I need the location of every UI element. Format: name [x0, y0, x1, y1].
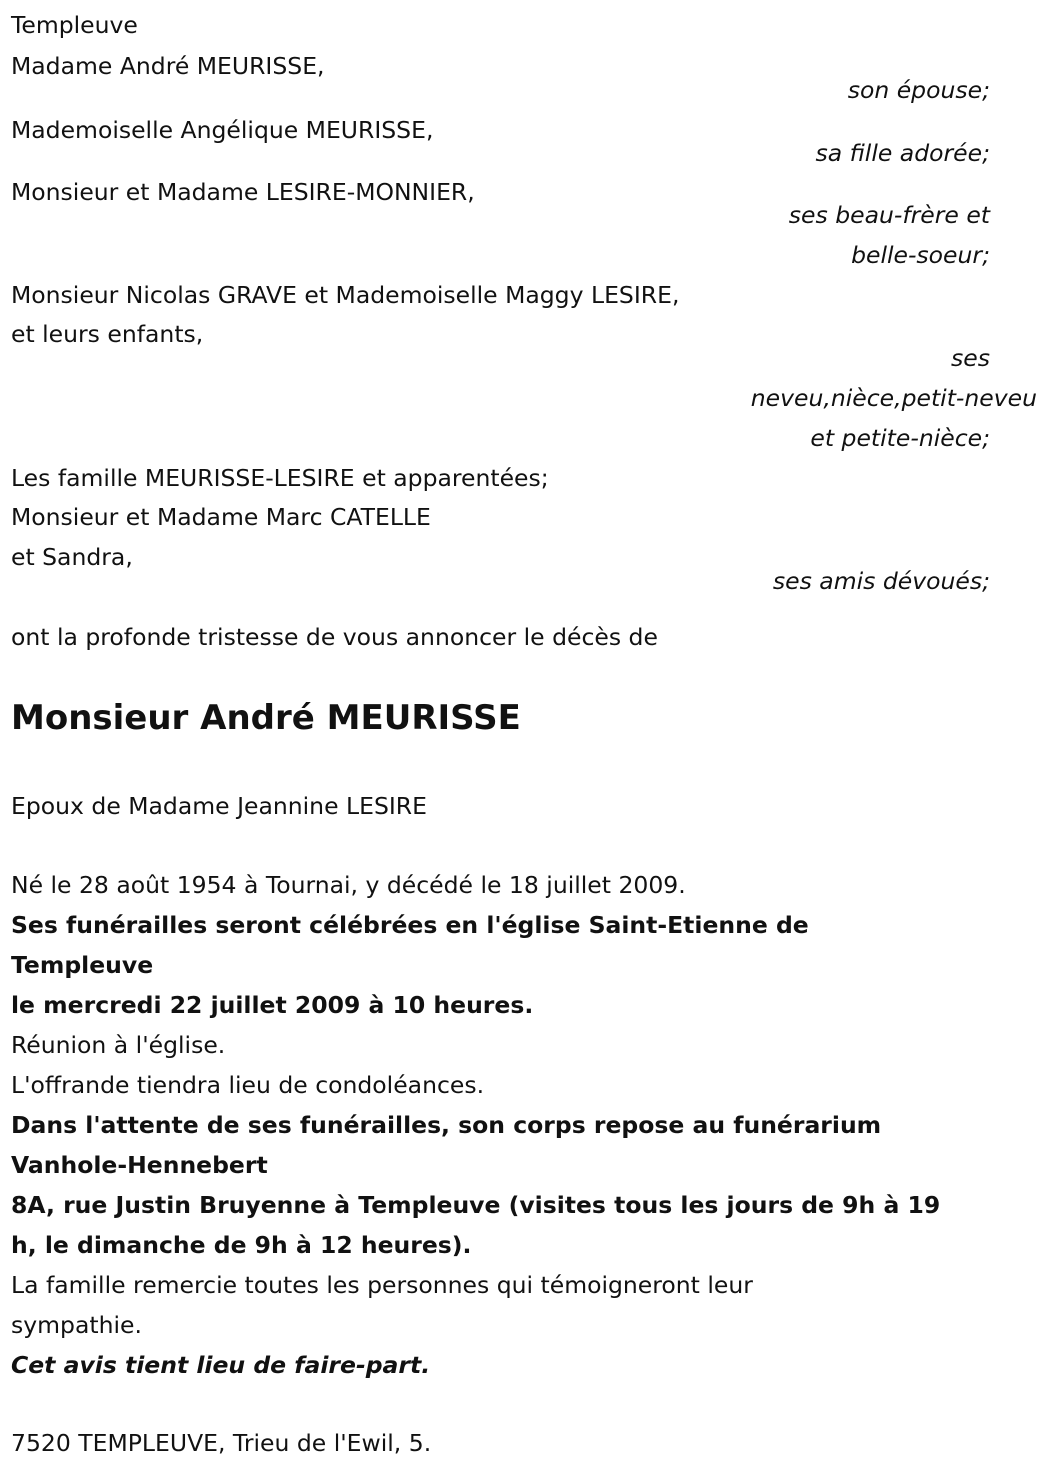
funerarium-address-line: 8A, rue Justin Bruyenne à Templeuve (visites tous les jours de 9h à 19	[11, 1191, 941, 1219]
funerarium-line: Dans l'attente de ses funérailles, son corps repose au funérarium	[11, 1111, 882, 1139]
family-name-line: Monsieur et Madame LESIRE-MONNIER,	[11, 178, 475, 206]
relation-line: sa fille adorée;	[815, 139, 990, 167]
spouse-line: Epoux de Madame Jeannine LESIRE	[11, 792, 427, 820]
relation-line: belle-soeur;	[851, 241, 990, 269]
family-name-line: Madame André MEURISSE,	[11, 52, 325, 80]
relation-line: et petite-nièce;	[810, 424, 990, 452]
relation-line: ses beau-frère et	[788, 201, 990, 229]
family-name-line: et Sandra,	[11, 543, 133, 571]
meeting-line: Réunion à l'église.	[11, 1031, 226, 1059]
relation-line: son épouse;	[847, 76, 990, 104]
birth-death-line: Né le 28 août 1954 à Tournai, y décédé le 18 juillet 2009.	[11, 871, 686, 899]
relation-line: ses	[951, 344, 990, 372]
family-name-line: Monsieur et Madame Marc CATELLE	[11, 503, 431, 531]
funeral-date-line: le mercredi 22 juillet 2009 à 10 heures.	[11, 991, 534, 1019]
family-name-line: Mademoiselle Angélique MEURISSE,	[11, 116, 434, 144]
deceased-name: Monsieur André MEURISSE	[11, 698, 521, 738]
family-name-line: Templeuve	[11, 11, 138, 39]
visiting-hours-line: h, le dimanche de 9h à 12 heures).	[11, 1231, 472, 1259]
thanks-line: La famille remercie toutes les personnes qui témoigneront leur	[11, 1271, 753, 1299]
family-name-line: et leurs enfants,	[11, 320, 204, 348]
notice-line: Cet avis tient lieu de faire-part.	[11, 1351, 431, 1379]
family-name-line: Monsieur Nicolas GRAVE et Mademoiselle Maggy LESIRE,	[11, 281, 680, 309]
funeral-line: Templeuve	[11, 951, 154, 979]
funeral-line: Ses funérailles seront célébrées en l'église Saint-Etienne de	[11, 911, 809, 939]
offering-line: L'offrande tiendra lieu de condoléances.	[11, 1071, 485, 1099]
family-name-line: Les famille MEURISSE-LESIRE et apparentées;	[11, 464, 549, 492]
relation-line: ses amis dévoués;	[772, 567, 990, 595]
address-line: 7520 TEMPLEUVE, Trieu de l'Ewil, 5.	[11, 1429, 432, 1457]
relation-line: neveu,nièce,petit-neveu	[750, 384, 1037, 412]
thanks-line: sympathie.	[11, 1311, 142, 1339]
funerarium-line: Vanhole-Hennebert	[11, 1151, 268, 1179]
announcement-text: ont la profonde tristesse de vous annoncer le décès de	[11, 623, 658, 651]
